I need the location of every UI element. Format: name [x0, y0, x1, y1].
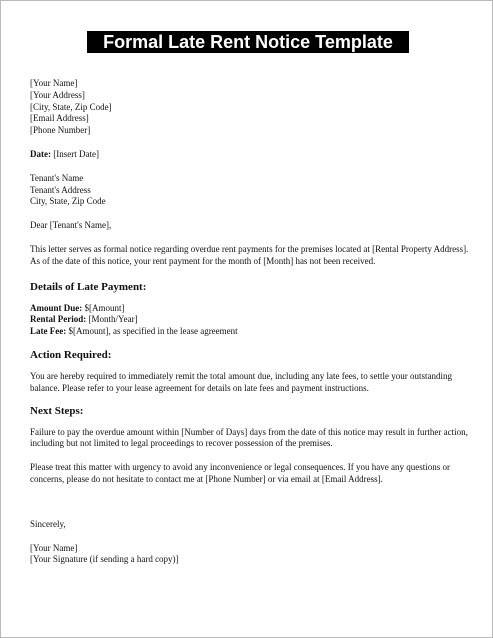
next-steps-heading: Next Steps:: [30, 404, 84, 417]
next-steps-paragraph-1: [30, 427, 470, 451]
amount-due-label: Amount Due:: [30, 302, 83, 313]
details-list: [30, 303, 470, 338]
tenant-block: [30, 173, 470, 208]
next-steps-line: concerns, please do not hesitate to contact me at [Phone Number] or via email at [Email Address].: [30, 473, 383, 484]
tenant-city-state-zip: City, State, Zip Code: [30, 196, 106, 207]
amount-due-line: [30, 303, 470, 315]
next-steps-line: Failure to pay the overdue amount within [Number of Days] days from the date of this notice may result in further action,: [30, 426, 468, 437]
tenant-address: Tenant's Address: [30, 184, 91, 195]
rental-period-line: [30, 314, 470, 326]
date-value: [Insert Date]: [51, 148, 99, 159]
rental-period-label: Rental Period:: [30, 314, 87, 325]
document-title: Formal Late Rent Notice Template: [87, 31, 409, 53]
sender-block: [30, 78, 470, 137]
action-heading: Action Required:: [30, 348, 112, 361]
amount-due-value: $[Amount]: [82, 302, 125, 313]
sender-address: [Your Address]: [30, 89, 85, 100]
late-fee-label: Late Fee:: [30, 326, 67, 337]
closing-name: [Your Name]: [30, 542, 78, 553]
sender-name: [Your Name]: [30, 78, 78, 88]
closing-signature: [Your Signature (if sending a hard copy)]: [30, 554, 179, 565]
details-heading: Details of Late Payment:: [30, 280, 147, 293]
tenant-name: Tenant's Name: [30, 172, 84, 183]
sender-phone: [Phone Number]: [30, 125, 91, 136]
late-fee-line: [30, 326, 470, 338]
letter-body: [30, 78, 470, 566]
next-steps-line: Please treat this matter with urgency to avoid any inconvenience or legal consequences. If you have any questions or: [30, 462, 450, 473]
late-fee-value: $[Amount], as specified in the lease agreement: [66, 326, 238, 337]
rental-period-value: [Month/Year]: [86, 314, 138, 325]
intro-line: This letter serves as formal notice regarding overdue rent payments for the premises located at [Rental Property Address].: [30, 243, 469, 254]
next-steps-paragraph-2: [30, 462, 470, 486]
intro-paragraph: [30, 244, 470, 268]
signature-block: [30, 543, 470, 567]
intro-line: As of the date of this notice, your rent payment for the month of [Month] has not been received.: [30, 255, 376, 266]
salutation: Dear [Tenant's Name],: [30, 220, 112, 231]
date-line: [30, 149, 470, 161]
next-steps-line: including but not limited to legal proceedings to recover possession of the premises.: [30, 438, 333, 449]
sign-off: Sincerely,: [30, 518, 66, 529]
sender-email: [Email Address]: [30, 113, 89, 124]
sender-city-state-zip: [City, State, Zip Code]: [30, 101, 112, 112]
date-label: Date:: [30, 148, 51, 159]
action-line: You are hereby required to immediately remit the total amount due, including any late fees, to settle your outstanding: [30, 370, 452, 381]
action-paragraph: [30, 371, 470, 395]
action-line: balance. Please refer to your lease agreement for details on late fees and payment instructions.: [30, 382, 369, 393]
